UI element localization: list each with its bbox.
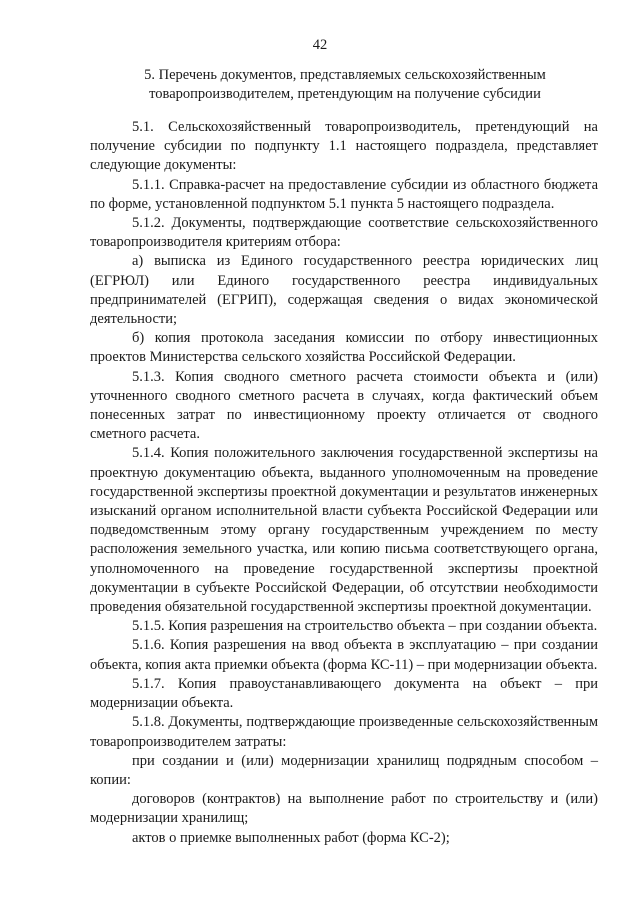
paragraph-5-1-7: 5.1.7. Копия правоустанавливающего документа на объект – при модернизации объекта.: [90, 675, 598, 712]
page-number: 42: [312, 37, 328, 53]
section-heading-line-2: товаропроизводителем, претендующим на получение субсидии: [149, 86, 541, 102]
paragraph-5-1-2-a: а) выписка из Единого государственного реестра юридических лиц (ЕГРЮЛ) или Единого государственного реестра индивидуальных предпринимателей (ЕГРИП), содержащая сведения о видах экономической деятельности;: [90, 253, 598, 328]
paragraph-contractor-method: при создании и (или) модернизации хранилищ подрядным способом – копии:: [90, 752, 598, 788]
paragraph-5-1-3: 5.1.3. Копия сводного сметного расчета стоимости объекта и (или) уточненного сводного сметного расчета в случаях, когда фактический объем понесенных затрат по инвестиционному проекту отличается от сводного сметного расчета.: [90, 368, 598, 443]
section-heading: [90, 66, 600, 104]
paragraph-5-1-2: 5.1.2. Документы, подтверждающие соответствие сельскохозяйственного товаропроизводителя критериям отбора:: [90, 215, 598, 251]
section-heading-line-1: 5. Перечень документов, представляемых сельскохозяйственным: [144, 67, 546, 83]
document-body: [90, 118, 598, 848]
paragraph-5-1: 5.1. Сельскохозяйственный товаропроизводитель, претендующий на получение субсидии по подпункту 1.1 настоящего подраздела, представляет следующие документы:: [90, 119, 598, 174]
paragraph-5-1-1: 5.1.1. Справка-расчет на предоставление субсидии из областного бюджета по форме, установленной подпунктом 5.1 пункта 5 настоящего подраздела.: [90, 176, 598, 212]
paragraph-acts-ks2: актов о приемке выполненных работ (форма КС-2);: [132, 829, 450, 846]
paragraph-5-1-4: 5.1.4. Копия положительного заключения государственной экспертизы на проектную документацию объекта, выданного уполномоченным на проведение государственной экспертизы проектной документации и результатов инженерных изысканий органом исполнительной власти субъекта Российской Федерации или подведомственным этому органу государственным учреждением по месту расположения земельного участка, или копию письма соответствующего органа, уполномоченного на проведение государственной экспертизы проектной документации в субъекте Российской Федерации, об отсутствии необходимости проведения обязательной государственной экспертизы проектной документации.: [90, 445, 598, 616]
paragraph-5-1-8: 5.1.8. Документы, подтверждающие произведенные сельскохозяйственным товаропроизводителем затраты:: [90, 714, 598, 750]
paragraph-5-1-2-b: б) копия протокола заседания комиссии по отбору инвестиционных проектов Министерства сельского хозяйства Российской Федерации.: [90, 330, 598, 366]
paragraph-5-1-6: 5.1.6. Копия разрешения на ввод объекта в эксплуатацию – при создании объекта, копия акта приемки объекта (форма КС-11) – при модернизации объекта.: [90, 637, 598, 673]
paragraph-5-1-5: 5.1.5. Копия разрешения на строительство объекта – при создании объекта.: [132, 618, 598, 635]
paragraph-contracts: договоров (контрактов) на выполнение работ по строительству и (или) модернизации хранилищ;: [90, 791, 598, 827]
